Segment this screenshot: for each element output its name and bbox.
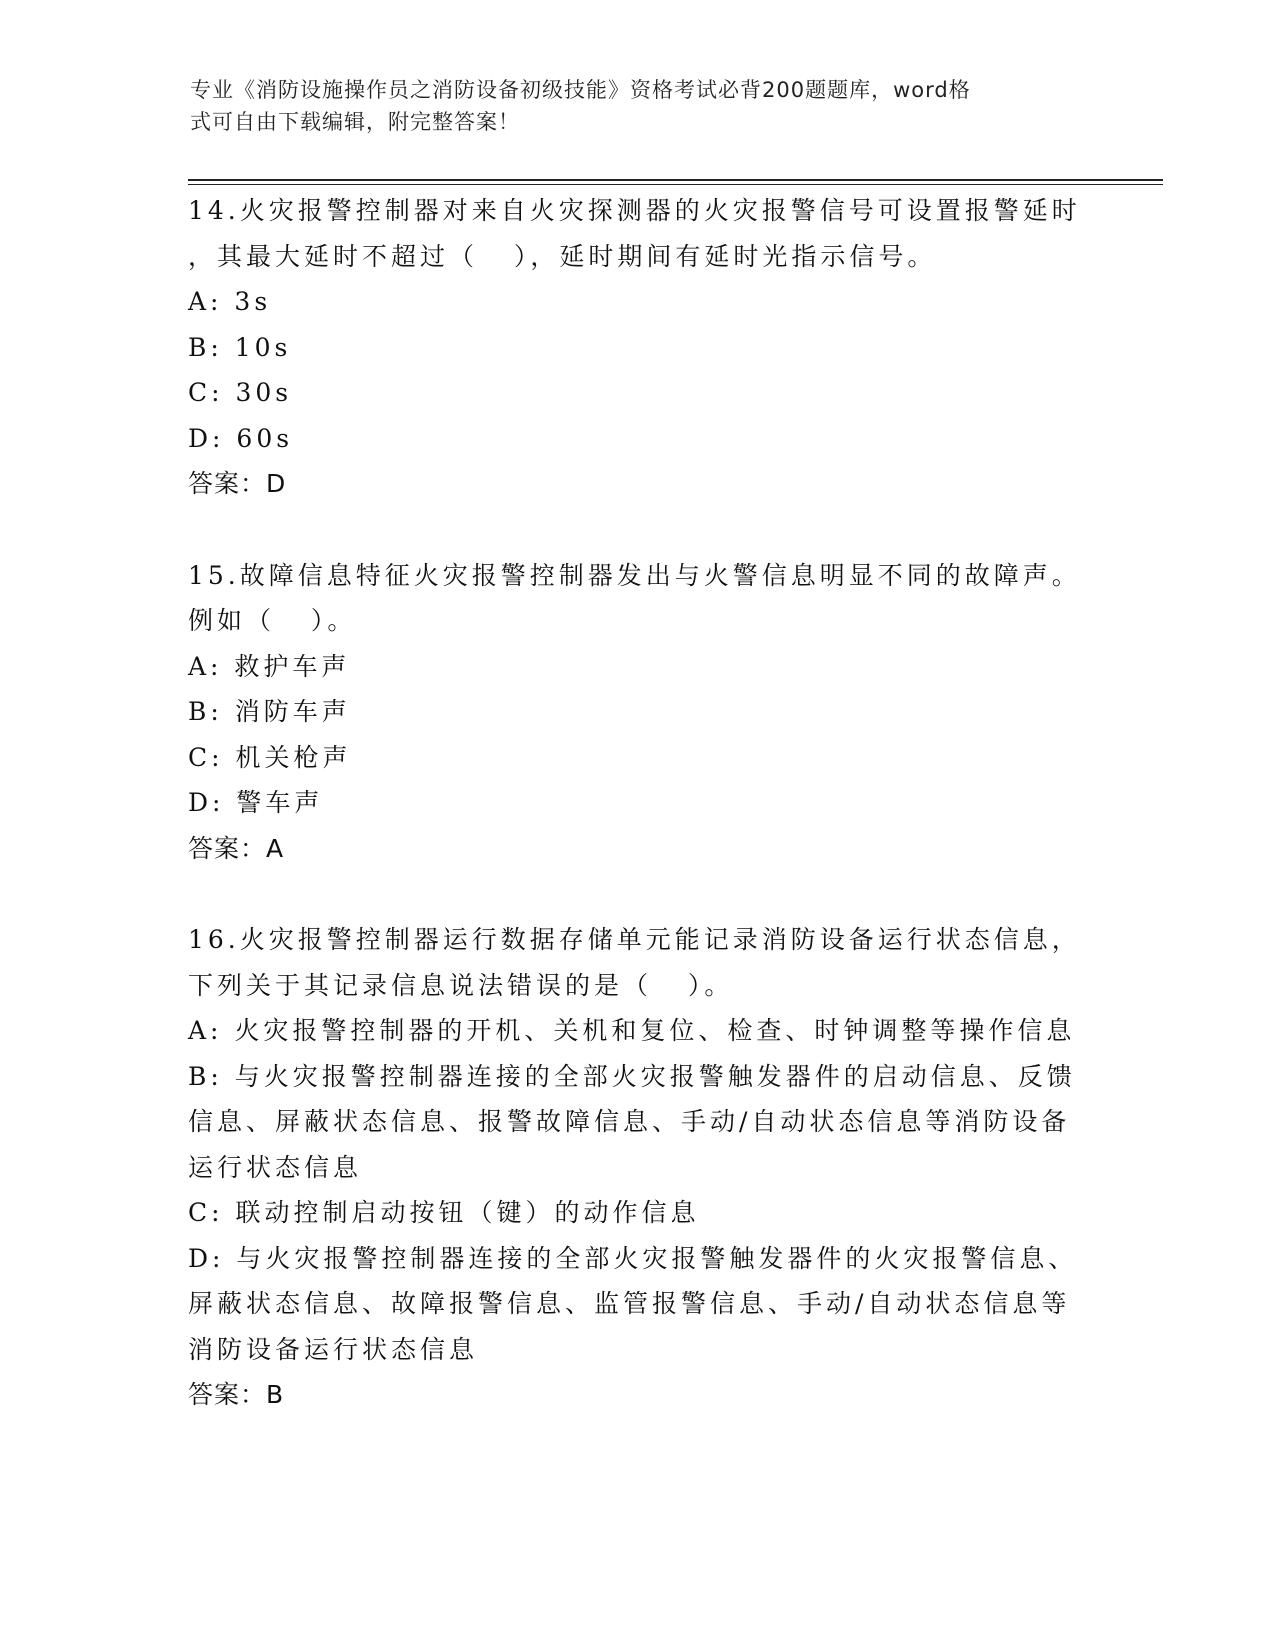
option-d: D: 60s xyxy=(188,423,294,453)
question-list xyxy=(188,188,1088,1464)
option-a: A: 火灾报警控制器的开机、关机和复位、检查、时钟调整等操作信息 xyxy=(188,1016,1076,1045)
question-text: 14.火灾报警控制器对来自火灾探测器的火灾报警信号可设置报警延时 xyxy=(188,196,1081,225)
option-b: B: 消防车声 xyxy=(188,697,351,726)
option-d-continued: 屏蔽状态信息、故障报警信息、监管报警信息、手动/自动状态信息等 xyxy=(188,1289,1071,1318)
question-14 xyxy=(188,188,1088,507)
option-b: B: 与火灾报警控制器连接的全部火灾报警触发器件的启动信息、反馈 xyxy=(188,1061,1076,1091)
answer-line: 答案：B xyxy=(188,1380,285,1409)
option-d: D: 警车声 xyxy=(188,788,324,817)
question-text: 16.火灾报警控制器运行数据存储单元能记录消防设备运行状态信息， xyxy=(188,925,1081,954)
option-a: A: 3s xyxy=(188,287,272,316)
option-b-continued: 信息、屏蔽状态信息、报警故障信息、手动/自动状态信息等消防设备 xyxy=(188,1107,1071,1136)
header-divider xyxy=(188,179,1163,181)
question-text: 下列关于其记录信息说法错误的是（ ）。 xyxy=(188,970,734,1000)
answer-line: 答案：A xyxy=(188,833,285,863)
question-text: 15.故障信息特征火灾报警控制器发出与火警信息明显不同的故障声。 xyxy=(188,560,1081,590)
option-b-continued: 运行状态信息 xyxy=(188,1152,363,1182)
answer-line: 答案：D xyxy=(188,469,287,498)
question-16 xyxy=(188,917,1088,1418)
document-header xyxy=(190,74,1070,138)
header-line: 专业《消防设施操作员之消防设备初级技能》资格考试必背200题题库，word格 xyxy=(190,78,971,102)
question-text: ，其最大延时不超过（ ），延时期间有延时光指示信号。 xyxy=(188,241,937,271)
option-d: D: 与火灾报警控制器连接的全部火灾报警触发器件的火灾报警信息、 xyxy=(188,1243,1078,1273)
header-line: 式可自由下载编辑，附完整答案！ xyxy=(190,110,520,134)
option-c: C: 联动控制启动按钮（键）的动作信息 xyxy=(188,1198,700,1227)
option-c: C: 机关枪声 xyxy=(188,742,352,772)
option-b: B: 10s xyxy=(188,332,292,362)
option-c: C: 30s xyxy=(188,378,293,407)
option-d-continued: 消防设备运行状态信息 xyxy=(188,1334,479,1364)
question-15 xyxy=(188,553,1088,872)
header-divider-thin xyxy=(188,184,1163,185)
question-text: 例如（ ）。 xyxy=(188,606,357,635)
option-a: A: 救护车声 xyxy=(188,651,351,681)
